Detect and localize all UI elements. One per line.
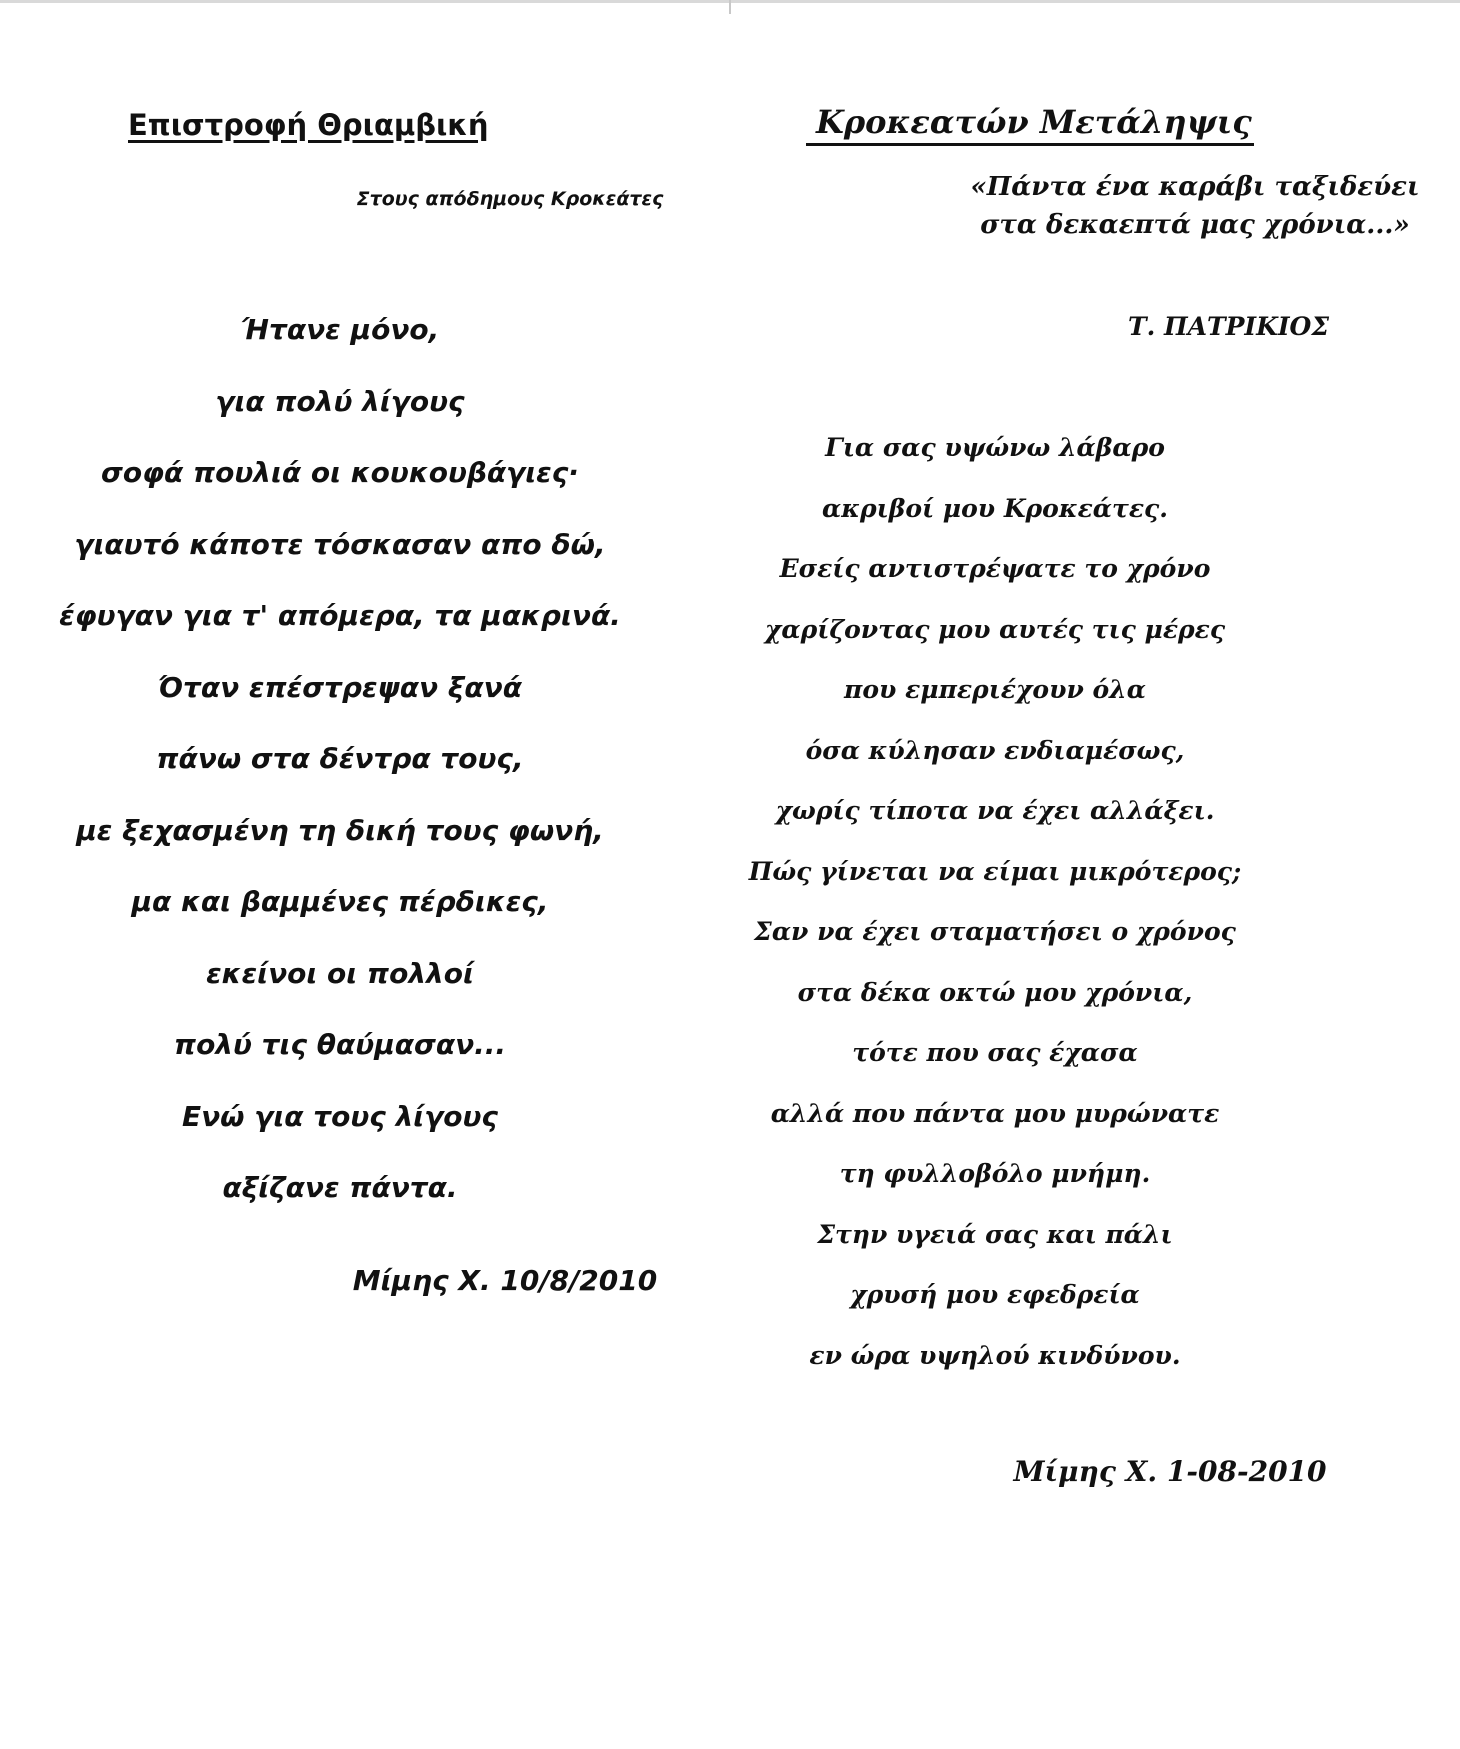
- verse-line: εκείνοι οι πολλοί: [206, 956, 474, 990]
- verse-line: Σαν να έχει σταματήσει ο χρόνος: [754, 917, 1236, 946]
- left-poem-verses: [40, 310, 640, 1240]
- right-poem: [730, 0, 1460, 1749]
- left-poem-signature: Μίμης Χ. 10/8/2010: [352, 1264, 658, 1297]
- verse-line: Ενώ για τους λίγους: [181, 1099, 499, 1133]
- right-poem-title: Κροκεατών Μετάληψις: [806, 103, 1254, 146]
- verse-line: χωρίς τίποτα να έχει αλλάξει.: [775, 796, 1215, 825]
- verse-line: μα και βαμμένες πέρδικες,: [131, 885, 549, 918]
- epigraph-author: Τ. ΠΑΤΡΙΚΙΟΣ: [1128, 312, 1330, 341]
- verse-line: για πολύ λίγους: [215, 384, 465, 418]
- verse-line: που εμπεριέχουν όλα: [844, 675, 1146, 704]
- verse-line: Στην υγειά σας και πάλι: [817, 1219, 1173, 1249]
- verse-line: σοφά πουλιά οι κουκουβάγιες·: [101, 456, 579, 489]
- left-poem-title: Επιστροφή Θριαμβική: [128, 108, 489, 142]
- verse-line: εν ώρα υψηλού κινδύνου.: [809, 1340, 1181, 1370]
- verse-line: τη φυλλοβόλο μνήμη.: [839, 1159, 1151, 1188]
- right-poem-verses: [730, 428, 1260, 1396]
- verse-line: πάνω στα δέντρα τους,: [156, 742, 524, 775]
- verse-line: Για σας υψώνω λάβαρο: [825, 433, 1165, 462]
- verse-line: Εσείς αντιστρέψατε το χρόνο: [779, 554, 1211, 583]
- verse-line: πολύ τις θαύμασαν...: [173, 1028, 507, 1061]
- verse-line: Όταν επέστρεψαν ξανά: [158, 670, 522, 704]
- verse-line: όσα κύλησαν ενδιαμέσως,: [805, 735, 1185, 765]
- verse-line: στα δέκα οκτώ μου χρόνια,: [797, 977, 1193, 1007]
- verse-line: τότε που σας έχασα: [852, 1038, 1138, 1067]
- right-poem-epigraph: «Πάντα ένα καράβι ταξιδεύει στα δεκαεπτά μας χρόνια...»: [970, 172, 1420, 240]
- verse-line: χαρίζοντας μου αυτές τις μέρες: [764, 614, 1226, 644]
- right-poem-signature: Μίμης Χ. 1-08-2010: [1013, 1455, 1327, 1488]
- verse-line: Πώς γίνεται να είμαι μικρότερος;: [748, 856, 1242, 886]
- verse-line: έφυγαν για τ' απόμερα, τα μακρινά.: [59, 599, 621, 632]
- verse-line: αλλά που πάντα μου μυρώνατε: [770, 1098, 1220, 1128]
- verse-line: Ήτανε μόνο,: [240, 313, 440, 346]
- left-poem-dedication: Στους απόδημους Κροκεάτες: [356, 188, 664, 210]
- verse-line: αξίζανε πάντα.: [222, 1171, 458, 1204]
- verse-line: γιαυτό κάποτε τόσκασαν απο δώ,: [74, 527, 606, 561]
- verse-line: με ξεχασμένη τη δική τους φωνή,: [76, 813, 604, 847]
- verse-line: ακριβοί μου Κροκεάτες.: [822, 493, 1168, 523]
- verse-line: χρυσή μου εφεδρεία: [850, 1280, 1140, 1309]
